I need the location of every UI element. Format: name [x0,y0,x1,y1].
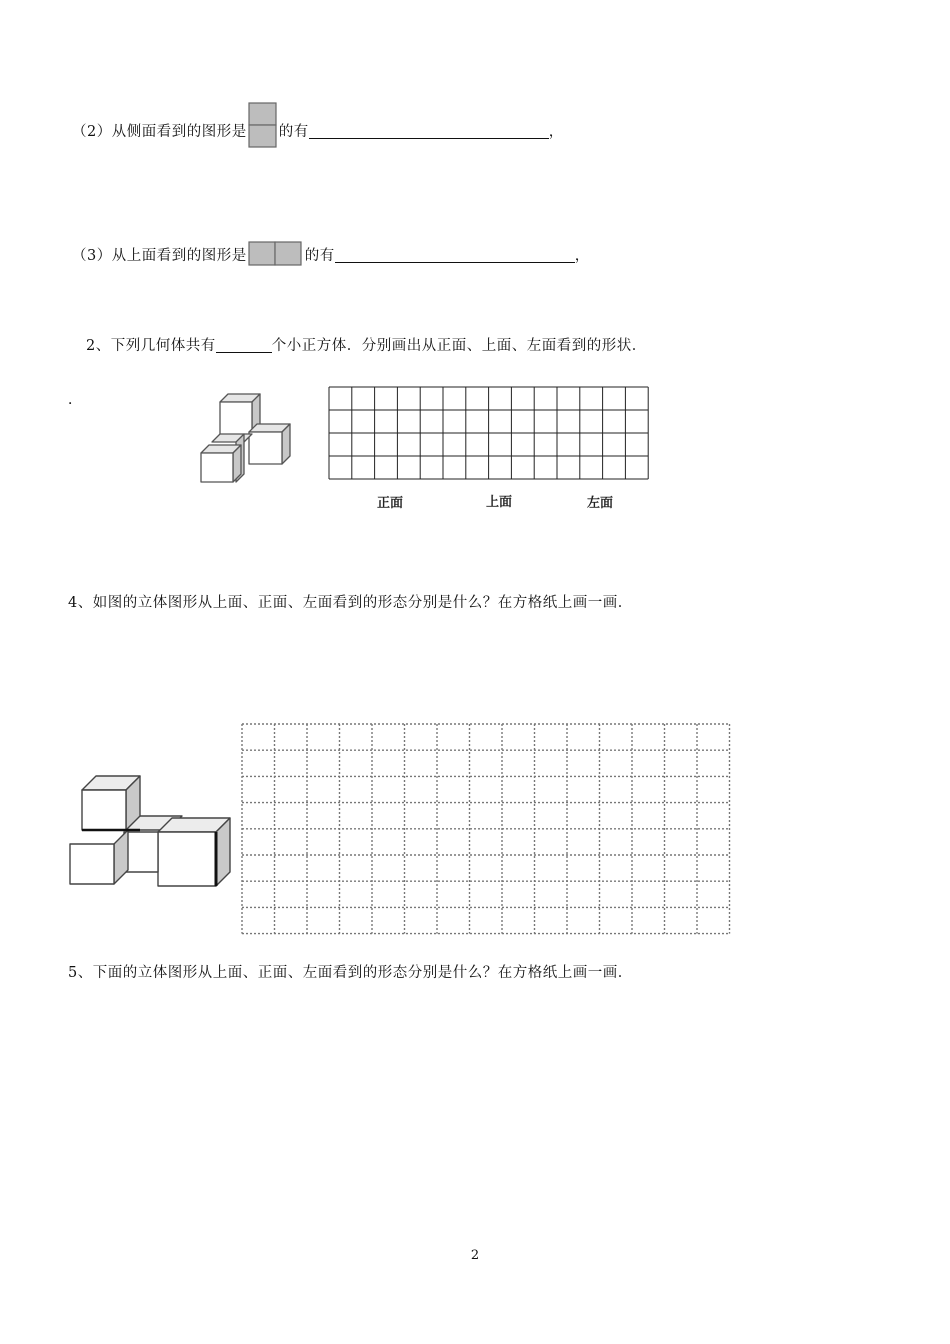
problem-2-line [86,334,647,355]
question-3-suffix: 的有 [304,247,335,264]
problem-2-count-blank[interactable] [216,336,272,353]
question-2-line [72,106,564,154]
problem-4-cube-figure [66,772,236,890]
grid-label-front: 正面 [377,496,404,511]
question-3-end: ， [574,247,590,264]
problem-4-text: 4、如图的立体图形从上面、正面、左面看到的形态分别是什么？在方格纸上画一画． [68,595,633,611]
problem-2-drawing-grid[interactable] [328,386,652,482]
page-number: 2 [470,1248,480,1263]
grid-label-top: 上面 [486,495,513,510]
problem-2-prefix: 2、下列几何体共有 [86,338,216,354]
question-3-answer-blank[interactable] [335,246,575,263]
problem-2-suffix: 个小正方体．分别画出从正面、上面、左面看到的形状． [271,338,647,354]
grid-label-left: 左面 [587,496,614,511]
question-3-line [72,241,590,267]
top-view-icon [248,241,304,267]
question-2-prefix: （2）从侧面看到的图形是 [72,123,247,140]
stray-dot: ． [68,392,82,408]
question-3-prefix: （3）从上面看到的图形是 [72,247,247,264]
problem-5-text: 5、下面的立体图形从上面、正面、左面看到的形态分别是什么？在方格纸上画一画． [68,965,633,981]
problem-2-cube-figure [195,390,295,485]
question-2-answer-blank[interactable] [309,122,549,139]
problem-4-dotted-grid[interactable] [240,722,734,936]
question-2-suffix: 的有 [278,123,309,140]
question-2-end: ， [548,123,564,140]
problem-5-line [68,961,633,982]
problem-4-line [68,591,633,612]
side-view-icon [248,102,278,150]
